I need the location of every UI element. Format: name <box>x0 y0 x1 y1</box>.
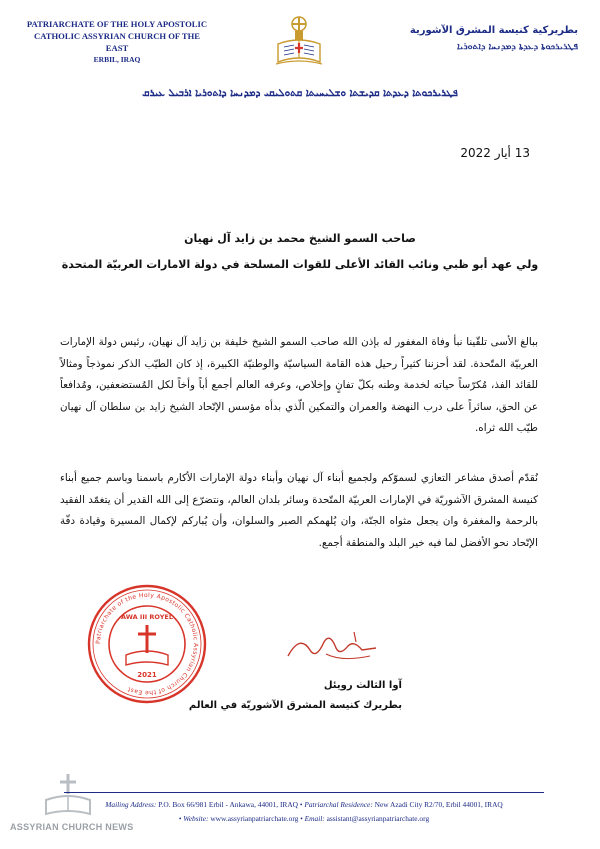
body-paragraph-1: ببالغ الأسى تلقّينا نبأ وفاة المغفور له بإذن الله صاحب السمو الشيخ خليفة بن زايد آل نهيان، رئيس دولة الإمارات العربيّة المتّحدة. لقد أحزننا كثيراً رحيل هذه القامة السياسيّة والوطنيّة الكبيرة، إذ كان الطيّب الذكر نموذجاً ومثالاً للقائد الفذ، مُكرّساً حياته لخدمة وطنه بكلّ تفانٍ وإخلاص، وعرفه العالم أجمع أباً وأخاً لكل المُستضعفين، ومُدافعاً عن الحق، سائراً على درب النهضة والعمران والتمكين الّذي بدأه مؤسس الإتّحاد الشيخ زايد بن سلطان آل نهيان طيّب الله ثراه. <box>60 336 538 434</box>
mailing-label: Mailing Address: <box>105 800 157 809</box>
website-label: Website: <box>183 814 209 823</box>
seal-year: 2021 <box>137 671 157 679</box>
letterhead-en-line2: CATHOLIC ASSYRIAN CHURCH OF THE EAST <box>33 31 200 53</box>
church-news-brand: ASSYRIAN CHURCH NEWS <box>10 822 134 832</box>
recipient-title: ولي عهد أبو ظبي ونائب القائد الأعلى للقوات المسلحة في دولة الامارات العربيّة المتحدة <box>61 258 539 271</box>
letterhead-en-line3: ERBIL, IRAQ <box>93 55 141 64</box>
body-paragraph-2: نُقدّم أصدق مشاعر التعازي لسموّكم ولجميع أبناء آل نهيان وأبناء دولة الإمارات الأكارم باسمنا وباسم جميع أبناء كنيسة المشرق الآشوريّة في الإمارات العربيّة المتّحدة وسائر بلدان العالم، ونتضرّع إلى الله القدير أن يتغمّد الفقيد بالرحمة والمغفرة وان يجعل مثواه الجنّة، وان يُلهمكم الصبر والسلوان، وأن يُباركم لإكمال المسيرة وقيادة دفّة الإتّحاد نحو الأفضل لما فيه خير البلد والمنطقة أجمع. <box>60 472 538 549</box>
signatory-name: آوا الثالث رويئل <box>323 680 402 691</box>
website-link[interactable]: www.assyrianpatriarchate.org <box>210 814 299 823</box>
mailing-address: P.O. Box 66/981 Erbil - Ankawa, 44001, IRAQ <box>158 800 299 809</box>
letterhead-en-line1: PATRIARCHATE OF THE HOLY APOSTOLIC <box>26 19 208 29</box>
signatory-title: بطريرك كنيسة المشرق الآشوريّة في العالم <box>188 700 402 711</box>
seal-ring-text: Patriarchate of the Holy Apostolic Catholic Assyrian Church of the East <box>94 591 200 697</box>
patriarchate-emblem-icon <box>270 14 328 72</box>
footer-contacts: • Website: www.assyrianpatriarchate.org • Email: assistant@assyrianpatriarchate.org <box>178 814 430 823</box>
patriarchal-seal-stamp <box>86 583 208 705</box>
footer-addresses: Mailing Address: P.O. Box 66/981 Erbil - Ankawa, 44001, IRAQ • Patriarchal Residence: New Azadi City R2/70, Erbil 44001, IRAQ <box>105 800 503 809</box>
letterhead-syriac-line: ܦܛܪܝܪܟܘܬܐ ܕܥܕܬܐ ܩܕܝܫܬܐ ܘܫܠܝܚܝܬܐ ܩܬܘܠܝܩܝ ܕܡܕܢܚܐ ܕܐܬܘܪܝܐ ܐܪܒܝܠ ܥܝܪܩ <box>142 88 458 99</box>
letterhead-arabic <box>378 22 578 56</box>
letterhead-english <box>22 18 212 66</box>
footer-divider <box>64 792 544 793</box>
letterhead-ar-line1: بطريركية كنيسة المشرق الآشورية <box>409 25 578 36</box>
letter-date: 13 أيار 2022 <box>460 146 530 160</box>
recipient-name: صاحب السمو الشيخ محمد بن زايد آل نهيان <box>184 232 416 245</box>
handwritten-signature <box>282 628 382 666</box>
seal-top-text: AWA III ROYEL <box>120 613 174 621</box>
residence-address: New Azadi City R2/70, Erbil 44001, IRAQ <box>374 800 503 809</box>
email-link[interactable]: assistant@assyrianpatriarchate.org <box>326 814 430 823</box>
residence-label: Patriarchal Residence: <box>304 800 373 809</box>
letterhead-ar-line2: ܦܛܪܝܪܟܘܬܐ ܕܥܕܬܐ ܕܡܕܢܚܐ ܕܐܬܘܪܝܐ <box>457 42 578 52</box>
email-label: Email: <box>304 814 325 823</box>
church-news-logo-icon <box>38 770 98 820</box>
